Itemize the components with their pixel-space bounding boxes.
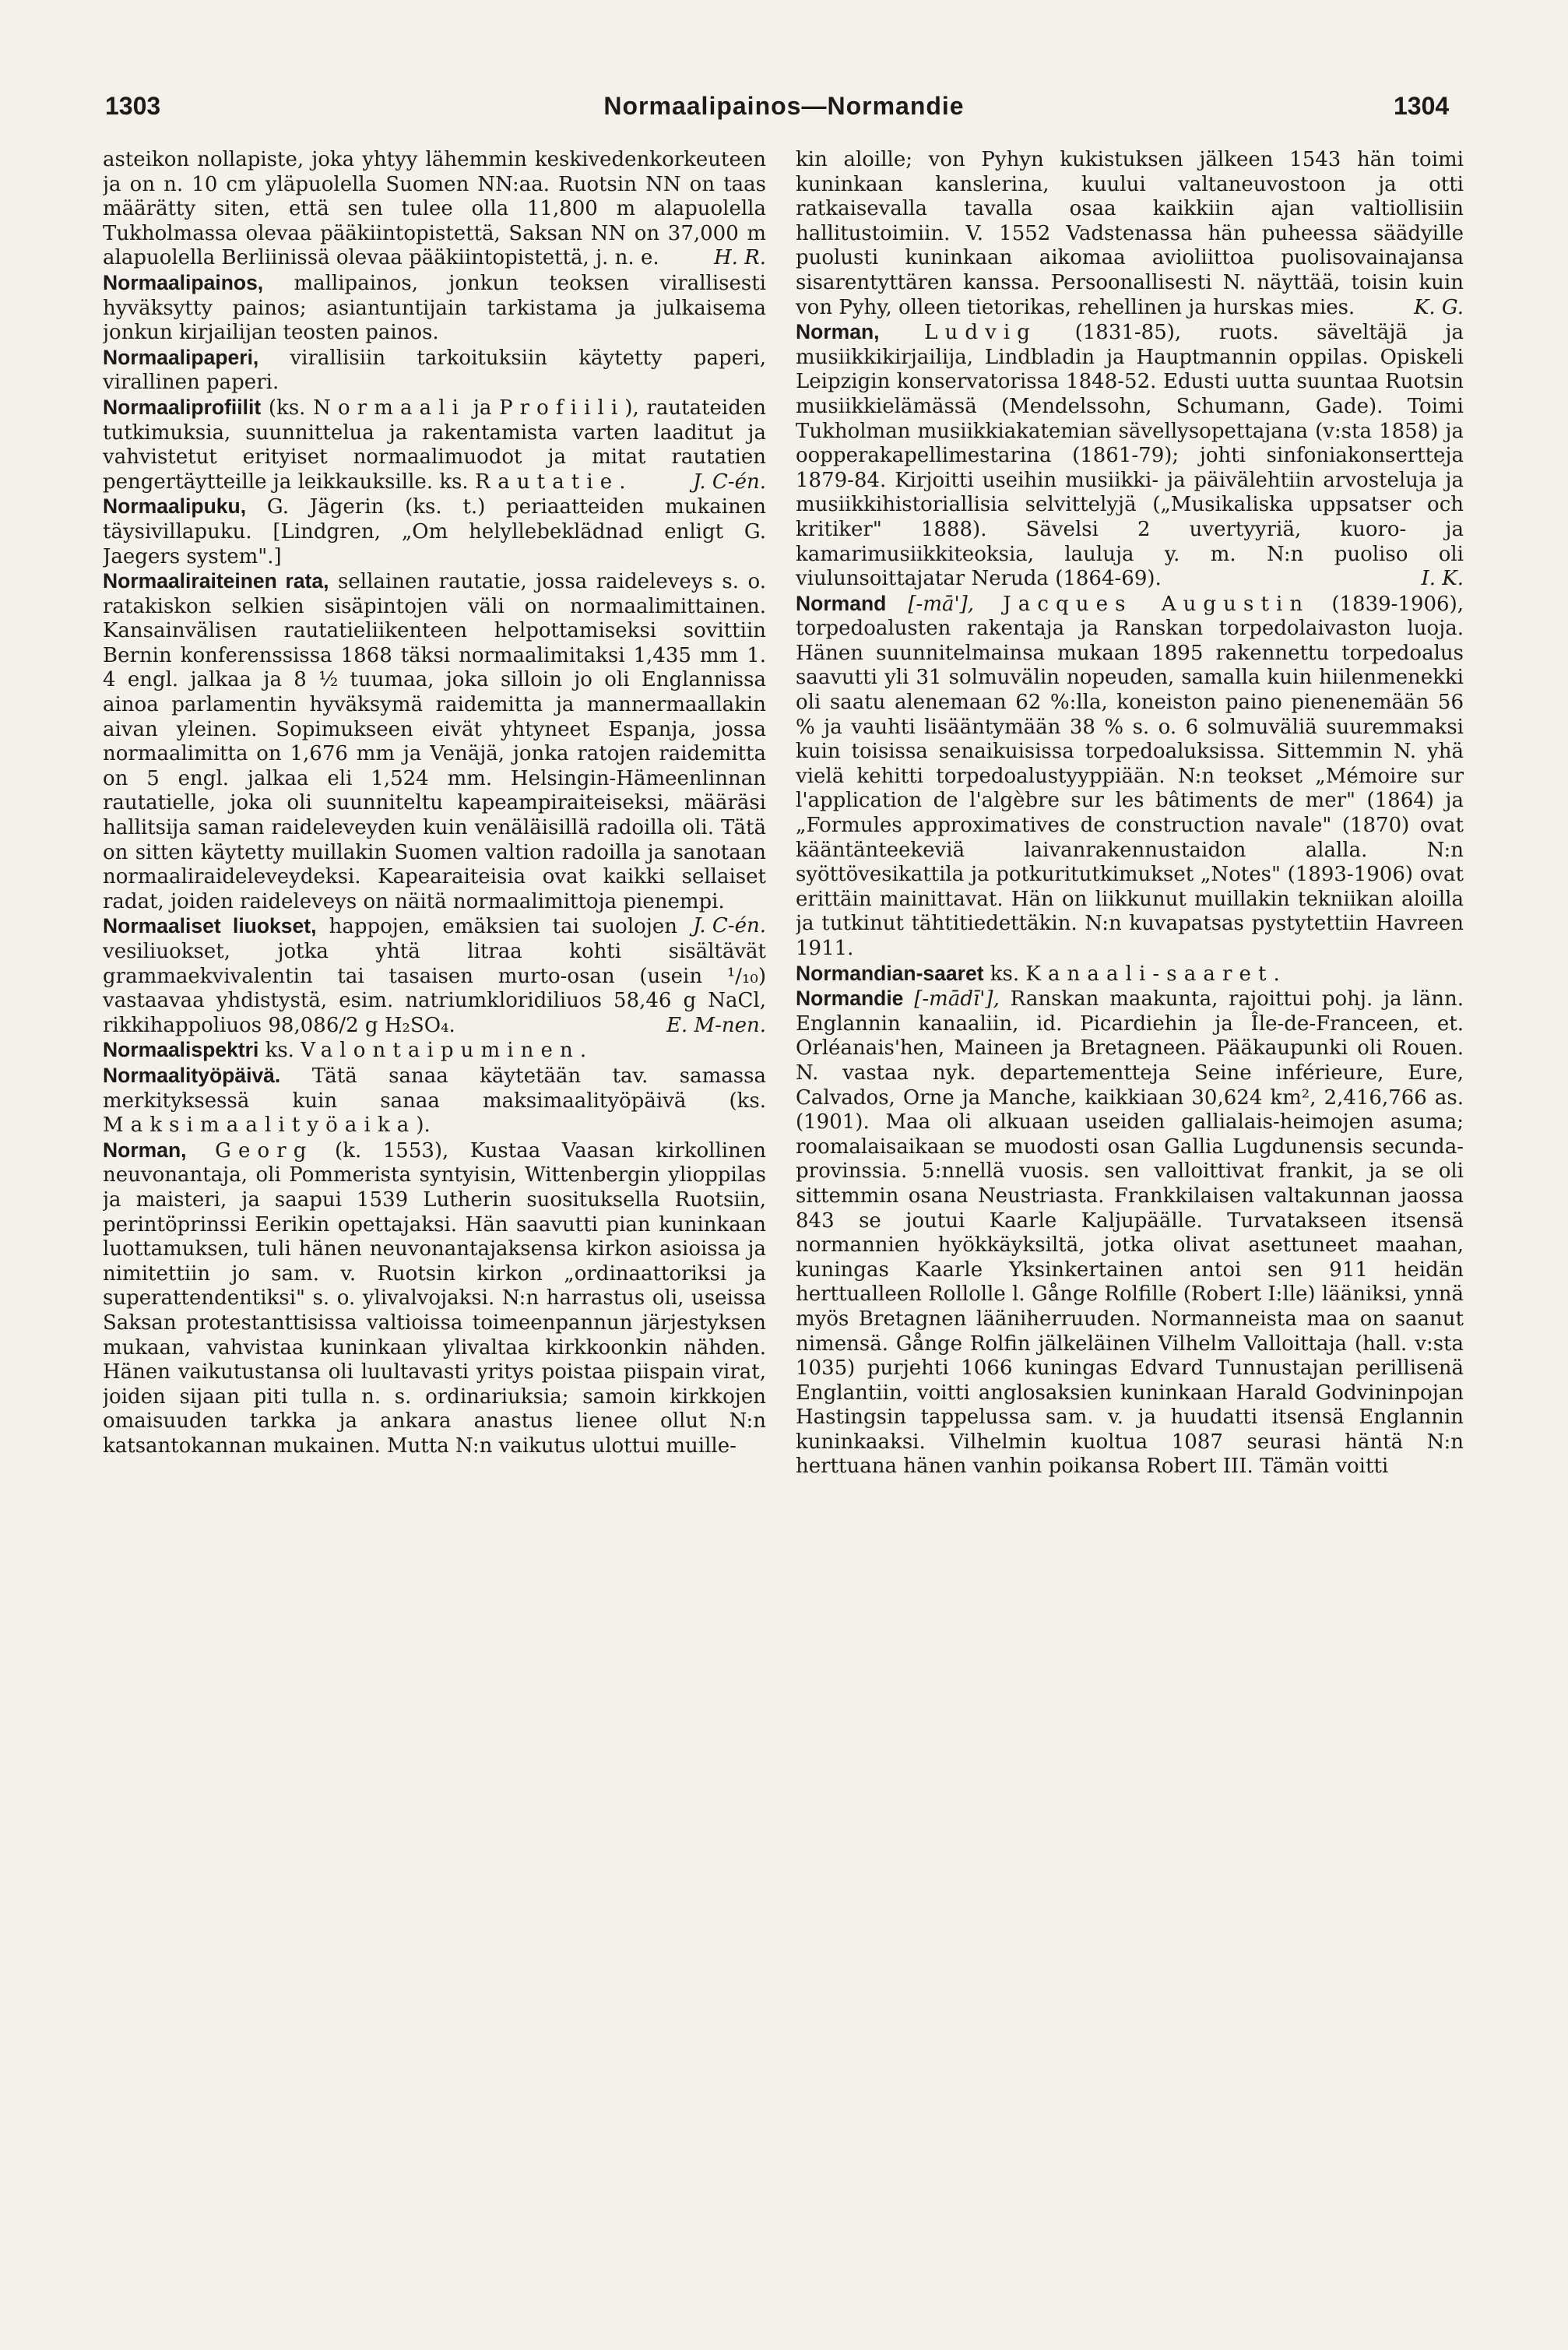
entry-normand: Normand [-mā'], Jacques Augustin (1839-1906), torpedoalusten rakentaja ja Ranskan torpedolaivaston luoja. Hänen suunnitelmainsa mukaan 1895 rakennettu torpedoalus saavutti yli 31 solmuvälin nopeuden, samalla kuin hiilenmenekki oli saatu alenemaan 62 %:lla, koneiston paino pienenemään 56 % ja vauhti lisääntymään 38 % s. o. 6 solmuväliä suuremmaksi kuin toisissa senaikuisissa torpedoaluksissa. Sittemmin N. yhä vielä kehitti torpedoalustyyppiään. N:n teokset „Mémoire sur l'application de l'algèbre sur les bâtiments de mer" (1864) ja „Formules approximatives de construction navale" (1870) ovat kääntänteekeviä laivanrakennustaidon alalla. N:n syöttövesikattila ja potkuritutkimukset „Notes" (1893-1906) ovat erittäin mainittavat. Hän on liikkunut muillakin tekniikan aloilla ja tutkinut tähtitiedettäkin. N:n kuvapatsas pystytettiin Havreen 1911. bbox=[796, 591, 1464, 960]
left-column bbox=[103, 148, 766, 2320]
headword: Normaalipuku, bbox=[103, 494, 247, 519]
forename: Jacques Augustin bbox=[974, 592, 1310, 616]
signature: I. K. bbox=[1421, 567, 1464, 591]
entry-normandie: Normandie [-mādī'], Ranskan maakunta, rajoittui pohj. ja länn. Englannin kanaaliin, id. Picardiehin ja Île-de-Franceen, et. Orléanais'hen, Maineen ja Bretagneen. Pääkaupunki oli Rouen. N. vastaa nyk. departementteja Seine inférieure, Eure, Calvados, Orne ja Manche, kaikkiaan 30,624 km², 2,416,766 as. (1901). Maa oli alkuaan useiden gallialais-heimojen asuma; roomalaisaikaan se muodosti osan Gallia Lugdunensis secunda-provinssia. 5:nnellä vuosis. sen valloittivat frankit, ja se oli sittemmin osana Neustriasta. Frankkilaisen valtakunnan jaossa 843 se joutui Kaarle Kaljupäälle. Turvatakseen itsensä normannien hyökkäyksiltä, jotka olivat asettuneet maahan, kuningas Kaarle Yksinkertainen antoi sen 911 heidän herttualleen Rollolle l. Gånge Rolfille (Robert I:lle) lääniksi, ynnä myös Bretagnen lääniherruuden. Normanneista maa on saanut nimensä. Gånge Rolfin jälkeläinen Vilhelm Valloittaja (hall. v:sta 1035) purjehti 1066 kuningas Edvard Tunnustajan perillisenä Englantiin, voitti anglosaksien kuninkaan Harald Godvininpojan Hastingsin tappelussa sam. v. ja huudatti itsensä Englannin kuninkaaksi. Vilhelmin kuoltua 1087 seurasi häntä N:n herttuana hänen vanhin poikansa Robert III. Tämän voitti bbox=[796, 987, 1464, 1479]
headword: Normandian-saaret bbox=[796, 961, 984, 985]
signature: J. C-én. bbox=[692, 470, 766, 494]
entry-normaaliraiteinen-rata: Normaaliraiteinen rata, sellainen rautatie, jossa raideleveys s. o. ratakiskon selkien sisäpintojen väli on normaalimittainen. Kansainvälisen rautatieliikenteen helpottamiseksi sovittiin Bernin konferenssissa 1868 täksi normaalimitaksi 1,435 mm 1. 4 engl. jalkaa ja 8 ½ tuumaa, joka silloin jo oli Englannissa ainoa parlamentin hyväksymä raidemitta ja mannermaallakin aivan yleinen. Sopimukseen eivät yhtyneet Espanja, jossa normaalimitta on 1,676 mm ja Venäjä, jonka ratojen raidemitta on 5 engl. jalkaa eli 1,524 mm. Helsingin-Hämeenlinnan rautatielle, joka oli suunniteltu kapeampiraiteiseksi, määräsi hallitsija saman raideleveyden kuin venäläisillä radoilla oli. Tätä on sitten käytetty muillakin Suomen valtion radoilla ja sanotaan normaaliraideleveydeksi. Kapearaiteisia ovat kaikki sellaiset radat, joiden raideleveys on näitä normaalimittoja pienempi. J. C-én. bbox=[103, 569, 766, 938]
headword: Normaaliraiteinen rata, bbox=[103, 569, 329, 593]
signature: J. C-én. bbox=[692, 914, 766, 938]
entry-normaalipuku: Normaalipuku, G. Jägerin (ks. t.) periaatteiden mukainen täysivillapuku. [Lindgren, „Om helyllebeklädnad enligt G. Jaegers system".] bbox=[103, 494, 766, 568]
entry-normaalispektri: Normaalispektri ks. Valontaipuminen. bbox=[103, 1038, 594, 1063]
forename: Georg bbox=[186, 1138, 314, 1163]
cross-reference: Kanaali-saaret. bbox=[1025, 962, 1287, 986]
headword: Normand bbox=[796, 591, 887, 615]
cross-reference: Rautatie. bbox=[474, 470, 633, 494]
entry-norman-georg: Norman, Georg (k. 1553), Kustaa Vaasan kirkollinen neuvonantaja, oli Pommerista syntyisin, Wittenbergin ylioppilas ja maisteri, ja saapui 1539 Lutherin suosituksella Ruotsiin, perintöprinssi Eerikin opettajaksi. Hän saavutti pian kuninkaan luottamuksen, tuli hänen neuvonantajaksensa kirkon asioissa ja nimitettiin jo sam. v. Ruotsin kirkon „ordinaattoriksi ja superattendentiksi" s. o. ylivalvojaksi. N:n harrastus oli, useissa Saksan protestanttisissa valtioissa toimeenpannun järjestyksen mukaan, vahvistaa kuninkaan ylivaltaa kirkkoonkin nähden. Hänen vaikutustansa oli luultavasti yritys poistaa piispain virat, joiden sijaan piti tulla n. s. ordinariuksia; samoin kirkkojen omaisuuden tarkka ja ankara anastus lienee ollut N:n katsantokannan mukainen. Mutta N:n vaikutus ulottui muille- bbox=[103, 1138, 766, 1458]
cross-reference: Profiili bbox=[499, 396, 625, 420]
signature: K. G. bbox=[1413, 295, 1464, 319]
cross-reference: Normaali bbox=[313, 396, 466, 420]
signature: E. M-nen. bbox=[666, 1013, 766, 1037]
entry-normaaliprofiilit: Normaaliprofiilit (ks. Normaali ja Profiili), rautateiden tutkimuksia, suunnittelua ja rakentamista varten laaditut ja vahvistetut erityiset normaalimuodot ja mitat rautatien pengertäytteille ja leikkauksille. ks. Rautatie. J. C-én. bbox=[103, 395, 766, 494]
page-number-left: 1303 bbox=[105, 92, 161, 120]
headword: Normaaliprofiilit bbox=[103, 395, 262, 419]
continuation-paragraph: kin aloille; von Pyhyn kukistuksen jälkeen 1543 hän toimi kuninkaan kanslerina, kuului valtaneuvostoon ja otti ratkaisevalla tavalla osaa kaikkiin ajan valtiollisiin hallitustoimiin. V. 1552 Vadstenassa hän puheessa säädyille puolusti kuninkaan aikomaa avioliittoa puolisovainajansa sisarentyttären kanssa. Persoonallisesti N. näyttää, toisin kuin von Pyhy, olleen tietorikas, rehellinen ja hurskas mies. K. G. bbox=[796, 148, 1464, 319]
headword: Normaaliset liuokset, bbox=[103, 914, 317, 938]
cross-reference: Maksimaalityöaika bbox=[103, 1113, 417, 1138]
headword: Norman, bbox=[103, 1138, 187, 1162]
continuation-paragraph: asteikon nollapiste, joka yhtyy lähemmin keskivedenkorkeuteen ja on n. 10 cm yläpuolella Suomen NN:aa. Ruotsin NN on taas määrätty siten, että sen tulee olla 11,800 m alapuolella Tukholmassa olevaa pääkiintopistettä, Saksan NN on 37,000 m alapuolella Berliinissä olevaa pääkiintopistettä, j. n. e. H. R. bbox=[103, 148, 766, 270]
running-title: Normaalipainos—Normandie bbox=[603, 92, 965, 120]
pronunciation: [-mā'], bbox=[886, 592, 975, 616]
entry-normandian-saaret: Normandian-saaret ks. Kanaali-saaret. bbox=[796, 961, 1287, 986]
forename: Ludvig bbox=[879, 321, 1038, 345]
signature: H. R. bbox=[713, 246, 766, 270]
entry-norman-ludvig: Norman, Ludvig (1831-85), ruots. säveltäjä ja musiikkikirjailija, Lindbladin ja Hauptmannin oppilas. Opiskeli Leipzigin konservatorissa 1848-52. Edusti uutta suuntaa Ruotsin musiikkielämässä (Mendelssohn, Schumann, Gade). Toimi Tukholman musiikkiakatemian sävellysopettajana (v:sta 1858) ja oopperakapellimestarina (1861-79); johti sinfoniakonsertteja 1879-84. Kirjoitti useihin musiikki- ja päivälehtiin arvosteluja ja musiikkihistoriallisia selvittelyjä („Musikaliska uppsatser och kritiker" 1888). Sävelsi 2 uvertyyriä, kuoro- ja kamarimusiikkiteoksia, lauluja y. m. N:n puoliso oli viulunsoittajatar Neruda (1864-69). I. K. bbox=[796, 320, 1464, 591]
headword: Normaalipainos, bbox=[103, 270, 264, 294]
cross-reference: Valontaipuminen. bbox=[301, 1039, 594, 1063]
entry-normaalipaperi: Normaalipaperi, virallisiin tarkoituksiin käytetty paperi, virallinen paperi. bbox=[103, 345, 766, 395]
headword: Normaalispektri bbox=[103, 1038, 259, 1062]
entry-normaaliset-liuokset: Normaaliset liuokset, happojen, emäksien tai suolojen vesiliuokset, jotka yhtä litraa kohti sisältävät grammaekvivalentin tai tasaisen murto-osan (usein ¹/₁₀) vastaavaa yhdistystä, esim. natriumkloridiliuos 58,46 g NaCl, rikkihappoliuos 98,086/2 g H₂SO₄. E. M-nen. bbox=[103, 914, 766, 1037]
pronunciation: [-mādī'], bbox=[903, 987, 1000, 1011]
headword: Normandie bbox=[796, 987, 904, 1011]
headword: Normaalipaperi, bbox=[103, 345, 259, 369]
right-column bbox=[796, 148, 1464, 2320]
headword: Norman, bbox=[796, 320, 880, 344]
entry-normaalipainos: Normaalipainos, mallipainos, jonkun teoksen virallisesti hyväksytty painos; asiantuntijain tarkistama ja julkaisema jonkun kirjailijan teosten painos. bbox=[103, 270, 766, 345]
page-number-right: 1304 bbox=[1394, 92, 1450, 120]
entry-normaalityopaiva: Normaalityöpäivä. Tätä sanaa käytetään tav. samassa merkityksessä kuin sanaa maksimaalityöpäivä (ks. Maksimaalityöaika). bbox=[103, 1063, 766, 1138]
page-header bbox=[0, 92, 1568, 139]
headword: Normaalityöpäivä. bbox=[103, 1063, 281, 1087]
